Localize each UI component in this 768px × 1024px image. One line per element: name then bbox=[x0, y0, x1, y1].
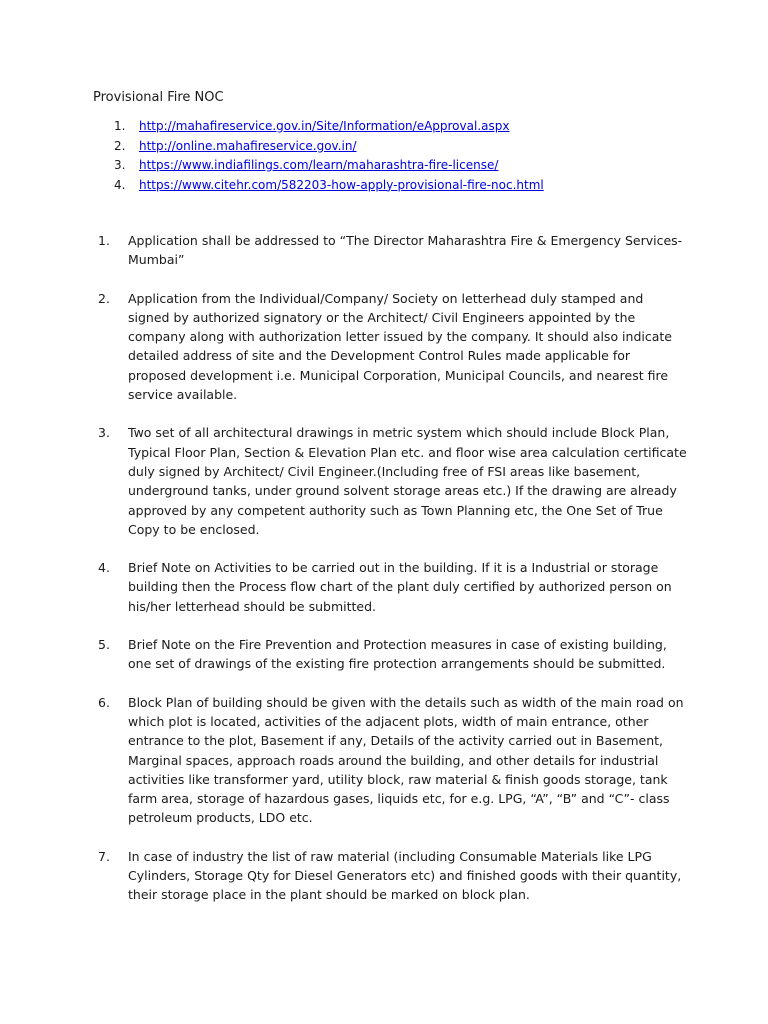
requirement-text: Brief Note on the Fire Prevention and Protection measures in case of existing building, one set of drawings of the existing fire protection arrangements should be submitted. bbox=[128, 637, 667, 672]
requirements-list bbox=[98, 231, 688, 924]
requirement-text: Block Plan of building should be given with the details such as width of the main road on which plot is located, activities of the adjacent plots, width of main entrance, other entrance to the plot, Basement if any, Details of the activity carried out in Basement, Marginal spaces, approach roads around the building, and other details for industrial activities like transformer yard, utility block, raw material & finish goods storage, tank farm area, storage of hazardous gases, liquids etc, for e.g. LPG, “A”, “B” and “C”- class petroleum products, LDO etc. bbox=[128, 694, 684, 826]
requirement-item bbox=[98, 231, 688, 270]
list-number: 6. bbox=[98, 694, 110, 710]
list-number: 3. bbox=[114, 158, 126, 172]
requirement-item bbox=[98, 289, 688, 405]
reference-link[interactable]: https://www.indiafilings.com/learn/maharashtra-fire-license/ bbox=[139, 158, 499, 172]
reference-links-list bbox=[114, 117, 714, 195]
requirement-item bbox=[98, 693, 688, 828]
list-number: 1. bbox=[114, 119, 126, 133]
requirement-item bbox=[98, 423, 688, 539]
reference-link[interactable]: http://mahafireservice.gov.in/Site/Information/eApproval.aspx bbox=[139, 119, 510, 133]
requirement-text: Brief Note on Activities to be carried out in the building. If it is a Industrial or storage building then the Process flow chart of the plant duly certified by authorized person on his/her letterhead should be submitted. bbox=[128, 560, 672, 614]
reference-link[interactable]: http://online.mahafireservice.gov.in/ bbox=[139, 138, 357, 153]
document-title: Provisional Fire NOC bbox=[93, 90, 224, 105]
list-number: 7. bbox=[98, 848, 110, 864]
list-number: 3. bbox=[98, 425, 110, 441]
requirement-text: Application from the Individual/Company/ Society on letterhead duly stamped and signed by authorized signatory or the Architect/ Civil Engineers appointed by the company along with authorization letter issued by the company. It should also indicate detailed address of site and the Development Control Rules made applicable for proposed development i.e. Municipal Corporation, Municipal Councils, and nearest fire service available. bbox=[128, 290, 672, 403]
requirement-item bbox=[98, 847, 688, 905]
list-number: 1. bbox=[98, 233, 110, 248]
requirement-text: In case of industry the list of raw material (including Consumable Materials like LPG Cylinders, Storage Qty for Diesel Generators etc) and finished goods with their quantity, their storage place in the plant should be marked on block plan. bbox=[128, 848, 682, 903]
list-number: 2. bbox=[114, 138, 126, 153]
requirement-text: Two set of all architectural drawings in metric system which should include Block Plan, Typical Floor Plan, Section & Elevation Plan etc. and floor wise area calculation certificate duly signed by Architect/ Civil Engineer.(Including free of FSI areas like basement, underground tanks, under ground solvent storage areas etc.) If the drawing are already approved by any competent authority such as Town Planning etc, the One Set of True Copy to be enclosed. bbox=[128, 425, 687, 537]
requirement-item bbox=[98, 635, 688, 674]
reference-link-item bbox=[114, 156, 714, 176]
requirement-item bbox=[98, 558, 688, 616]
list-number: 4. bbox=[114, 177, 126, 192]
reference-link[interactable]: https://www.citehr.com/582203-how-apply-provisional-fire-noc.html bbox=[139, 177, 544, 192]
requirement-text: Application shall be addressed to “The Director Maharashtra Fire & Emergency Services-Mumbai” bbox=[128, 233, 683, 268]
list-number: 5. bbox=[98, 637, 110, 653]
reference-link-item bbox=[114, 176, 714, 196]
list-number: 4. bbox=[98, 560, 110, 576]
reference-link-item bbox=[114, 137, 714, 157]
reference-link-item bbox=[114, 117, 714, 137]
list-number: 2. bbox=[98, 290, 110, 306]
